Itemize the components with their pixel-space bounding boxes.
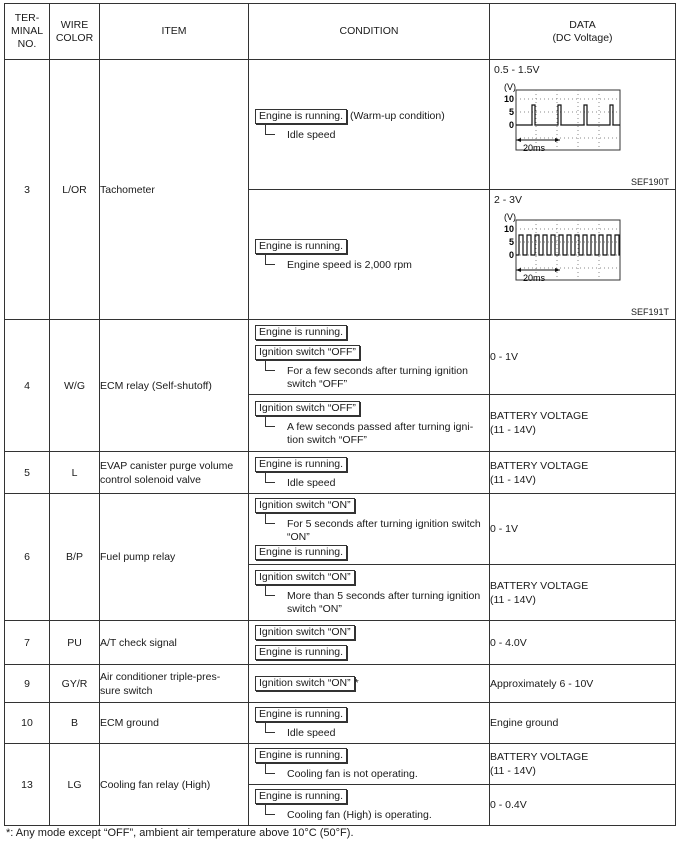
waveform-tick: 10 bbox=[504, 224, 515, 234]
condition-box: Engine is running. bbox=[255, 109, 347, 124]
data-value: 2 - 3V bbox=[494, 194, 523, 206]
condition-cell bbox=[249, 60, 490, 190]
data-value: BATTERY VOLTAGE (11 - 14V) bbox=[490, 565, 676, 621]
table-row bbox=[5, 621, 676, 665]
table-row bbox=[5, 320, 676, 395]
data-value: 0.5 - 1.5V bbox=[494, 64, 540, 76]
condition-cell bbox=[249, 190, 490, 320]
condition-box: Engine is running. bbox=[255, 748, 347, 763]
waveform-tick: 10 bbox=[504, 94, 515, 104]
condition-sub: Cooling fan (High) is operating. bbox=[265, 809, 485, 822]
condition-box: Engine is running. bbox=[255, 457, 347, 472]
item-header: ITEM bbox=[100, 4, 249, 60]
condition-cell bbox=[249, 785, 490, 826]
waveform-tick: 0 bbox=[509, 120, 515, 130]
terminal-no: 6 bbox=[5, 494, 50, 621]
waveform-2000rpm bbox=[490, 190, 676, 320]
condition-cell bbox=[249, 320, 490, 395]
wire-color: W/G bbox=[50, 320, 100, 452]
item-name: Air conditioner triple-pres- sure switch bbox=[100, 665, 249, 703]
figure-ref: SEF191T bbox=[630, 307, 669, 317]
item-name: A/T check signal bbox=[100, 621, 249, 665]
condition-sub: Idle speed bbox=[265, 477, 485, 490]
condition-box: Ignition switch “OFF” bbox=[255, 401, 360, 416]
condition-cell bbox=[249, 621, 490, 665]
waveform-idle bbox=[490, 60, 676, 190]
item-name: Cooling fan relay (High) bbox=[100, 744, 249, 826]
condition-box: Ignition switch “ON” bbox=[255, 498, 355, 513]
condition-cell bbox=[249, 565, 490, 621]
wire-color-header: WIRE COLOR bbox=[50, 4, 100, 60]
condition-sub: Engine speed is 2,000 rpm bbox=[265, 259, 485, 272]
condition-box: Engine is running. bbox=[255, 545, 347, 560]
data-value: 0 - 4.0V bbox=[490, 621, 676, 665]
data-header: DATA (DC Voltage) bbox=[490, 4, 676, 60]
figure-ref: SEF190T bbox=[630, 177, 669, 187]
footnote: *: Any mode except “OFF”, ambient air temperature above 10°C (50°F). bbox=[6, 827, 354, 839]
item-name: Fuel pump relay bbox=[100, 494, 249, 621]
terminal-no: 4 bbox=[5, 320, 50, 452]
data-value: BATTERY VOLTAGE (11 - 14V) bbox=[490, 744, 676, 785]
table-row bbox=[5, 665, 676, 703]
terminal-data-table bbox=[4, 3, 676, 826]
data-value: BATTERY VOLTAGE (11 - 14V) bbox=[490, 452, 676, 494]
wire-color: LG bbox=[50, 744, 100, 826]
condition-sub: Idle speed bbox=[265, 129, 485, 142]
table-row bbox=[5, 60, 676, 190]
table-row bbox=[5, 703, 676, 744]
wire-color: B/P bbox=[50, 494, 100, 621]
wire-color: GY/R bbox=[50, 665, 100, 703]
condition-box: Engine is running. bbox=[255, 645, 347, 660]
waveform-time: 20ms bbox=[523, 143, 546, 153]
wire-color: L bbox=[50, 452, 100, 494]
table-row bbox=[5, 452, 676, 494]
asterisk-mark: * bbox=[354, 677, 359, 689]
data-value: BATTERY VOLTAGE (11 - 14V) bbox=[490, 395, 676, 452]
condition-sub: For a few seconds after turning ignition switch “OFF” bbox=[265, 365, 485, 391]
condition-box: Ignition switch “OFF” bbox=[255, 345, 360, 360]
data-value: 0 - 0.4V bbox=[490, 785, 676, 826]
condition-cell bbox=[249, 744, 490, 785]
condition-box: Ignition switch “ON” bbox=[255, 570, 355, 585]
condition-sub: A few seconds passed after turning igni- tion switch “OFF” bbox=[265, 421, 485, 447]
item-name: EVAP canister purge volume control solenoid valve bbox=[100, 452, 249, 494]
condition-box: Engine is running. bbox=[255, 707, 347, 722]
condition-sub: For 5 seconds after turning ignition switch “ON” bbox=[265, 518, 485, 544]
item-name: Tachometer bbox=[100, 60, 249, 320]
condition-header: CONDITION bbox=[249, 4, 490, 60]
condition-sub: Idle speed bbox=[265, 727, 485, 740]
table-row bbox=[5, 744, 676, 785]
condition-cell bbox=[249, 703, 490, 744]
terminal-no: 7 bbox=[5, 621, 50, 665]
item-name: ECM ground bbox=[100, 703, 249, 744]
data-value: 0 - 1V bbox=[490, 494, 676, 565]
condition-cell bbox=[249, 452, 490, 494]
wire-color: PU bbox=[50, 621, 100, 665]
table-row bbox=[5, 494, 676, 565]
waveform-tick: 5 bbox=[509, 237, 515, 247]
waveform-time: 20ms bbox=[523, 273, 546, 283]
waveform-unit: (V) bbox=[504, 212, 516, 222]
waveform-tick: 0 bbox=[509, 250, 515, 260]
data-value: Approximately 6 - 10V bbox=[490, 665, 676, 703]
condition-box: Engine is running. bbox=[255, 789, 347, 804]
condition-box: Ignition switch “ON” bbox=[255, 625, 355, 640]
terminal-no: 3 bbox=[5, 60, 50, 320]
data-cell bbox=[490, 60, 676, 190]
condition-cell bbox=[249, 395, 490, 452]
condition-sub: More than 5 seconds after turning ignition switch “ON” bbox=[265, 590, 485, 616]
item-name: ECM relay (Self-shutoff) bbox=[100, 320, 249, 452]
condition-cell bbox=[249, 665, 490, 703]
header-row bbox=[5, 4, 676, 60]
data-cell bbox=[490, 190, 676, 320]
condition-note: (Warm-up condition) bbox=[347, 109, 445, 122]
wire-color: B bbox=[50, 703, 100, 744]
condition-box: Ignition switch “ON” bbox=[255, 676, 355, 691]
waveform-tick: 5 bbox=[509, 107, 515, 117]
terminal-no: 10 bbox=[5, 703, 50, 744]
terminal-no: 9 bbox=[5, 665, 50, 703]
data-value: Engine ground bbox=[490, 703, 676, 744]
terminal-no: 13 bbox=[5, 744, 50, 826]
data-value: 0 - 1V bbox=[490, 320, 676, 395]
waveform-unit: (V) bbox=[504, 82, 516, 92]
condition-sub: Cooling fan is not operating. bbox=[265, 768, 485, 781]
terminal-header: TER- MINAL NO. bbox=[5, 4, 50, 60]
wire-color: L/OR bbox=[50, 60, 100, 320]
terminal-no: 5 bbox=[5, 452, 50, 494]
condition-box: Engine is running. bbox=[255, 325, 347, 340]
condition-cell bbox=[249, 494, 490, 565]
condition-box: Engine is running. bbox=[255, 239, 347, 254]
